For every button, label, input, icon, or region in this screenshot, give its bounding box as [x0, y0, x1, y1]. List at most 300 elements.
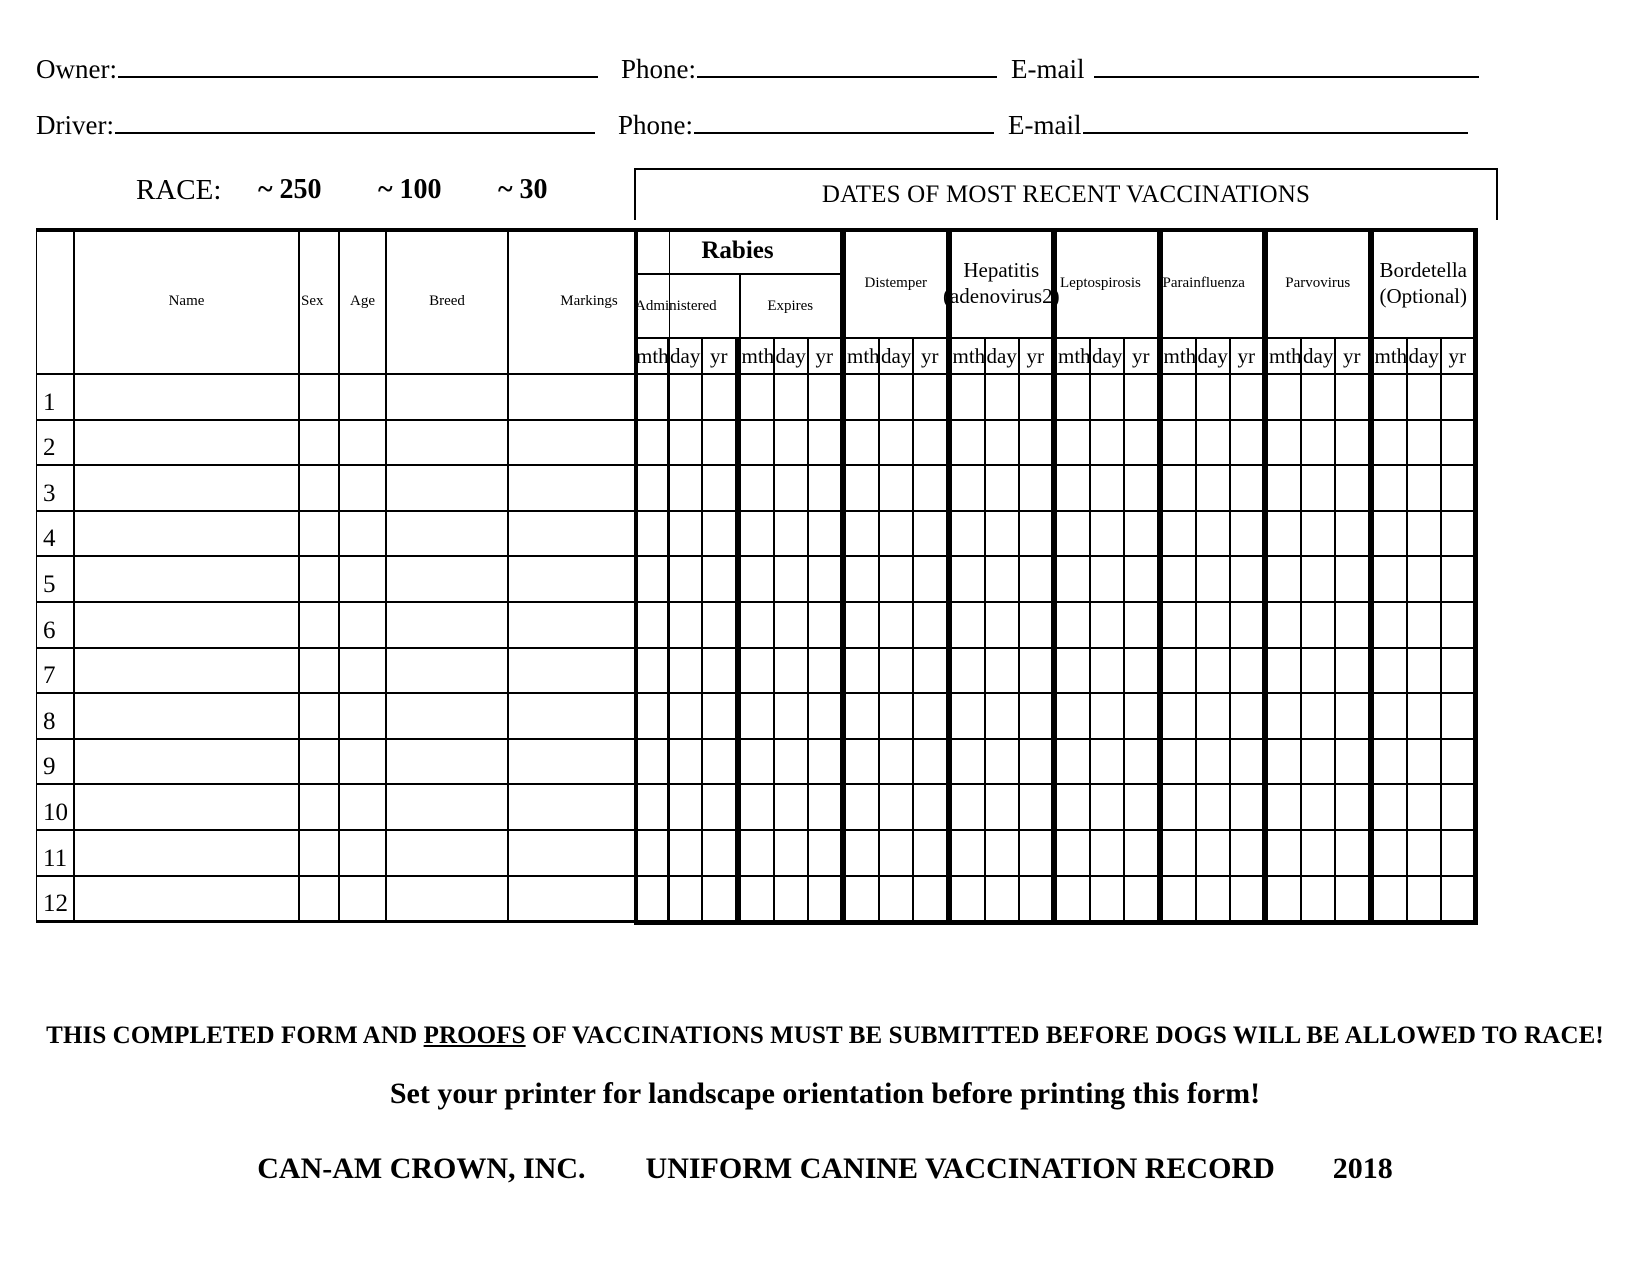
data-cell-date-day[interactable]: [985, 556, 1019, 602]
data-cell-date-day[interactable]: [879, 511, 913, 557]
data-cell-date-mth[interactable]: [1373, 648, 1407, 694]
data-cell-date-mth[interactable]: [740, 784, 774, 830]
data-cell-date-day[interactable]: [1407, 876, 1441, 922]
race-distance-100[interactable]: ~ 100: [378, 174, 442, 205]
data-cell-date-day[interactable]: [1090, 693, 1124, 739]
data-cell-date-day[interactable]: [774, 374, 808, 420]
data-cell-age[interactable]: [339, 374, 386, 420]
data-cell-date-yr[interactable]: [1230, 739, 1268, 785]
data-cell-date-yr[interactable]: [808, 648, 846, 694]
data-cell-date-mth[interactable]: [951, 602, 985, 648]
data-cell-date-mth[interactable]: [1162, 465, 1196, 511]
data-cell-date-mth[interactable]: [1162, 648, 1196, 694]
data-cell-date-day[interactable]: [879, 602, 913, 648]
race-distance-30[interactable]: ~ 30: [498, 174, 548, 205]
data-cell-age[interactable]: [339, 648, 386, 694]
race-distance-250[interactable]: ~ 250: [258, 174, 322, 205]
data-cell-date-yr[interactable]: [1019, 648, 1057, 694]
data-cell-date-yr[interactable]: [808, 830, 846, 876]
data-cell-name[interactable]: [74, 374, 299, 420]
data-cell-date-day[interactable]: [1301, 556, 1335, 602]
data-cell-breed[interactable]: [386, 556, 508, 602]
data-cell-date-yr[interactable]: [702, 420, 740, 466]
data-cell-date-yr[interactable]: [913, 465, 951, 511]
data-cell-date-yr[interactable]: [913, 830, 951, 876]
data-cell-date-yr[interactable]: [1019, 374, 1057, 420]
data-cell-date-day[interactable]: [1407, 784, 1441, 830]
data-cell-date-mth[interactable]: [634, 602, 668, 648]
data-cell-date-mth[interactable]: [1162, 602, 1196, 648]
data-cell-date-mth[interactable]: [1373, 784, 1407, 830]
data-cell-date-yr[interactable]: [702, 602, 740, 648]
data-cell-age[interactable]: [339, 876, 386, 922]
data-cell-date-day[interactable]: [1301, 876, 1335, 922]
data-cell-date-yr[interactable]: [1441, 830, 1479, 876]
data-cell-date-day[interactable]: [668, 876, 702, 922]
data-cell-sex[interactable]: [299, 830, 339, 876]
data-cell-date-yr[interactable]: [1019, 511, 1057, 557]
data-cell-date-yr[interactable]: [1335, 602, 1373, 648]
data-cell-date-day[interactable]: [879, 876, 913, 922]
data-cell-date-day[interactable]: [668, 420, 702, 466]
data-cell-date-mth[interactable]: [951, 420, 985, 466]
data-cell-name[interactable]: [74, 876, 299, 922]
data-cell-date-day[interactable]: [1407, 465, 1441, 511]
data-cell-date-yr[interactable]: [1230, 420, 1268, 466]
data-cell-date-mth[interactable]: [740, 420, 774, 466]
data-cell-date-yr[interactable]: [1230, 511, 1268, 557]
data-cell-date-yr[interactable]: [1335, 830, 1373, 876]
data-cell-date-day[interactable]: [1196, 420, 1230, 466]
data-cell-date-mth[interactable]: [634, 511, 668, 557]
data-cell-date-day[interactable]: [1196, 602, 1230, 648]
data-cell-date-day[interactable]: [774, 784, 808, 830]
data-cell-date-day[interactable]: [774, 648, 808, 694]
data-cell-date-day[interactable]: [879, 374, 913, 420]
data-cell-date-day[interactable]: [1196, 693, 1230, 739]
data-cell-date-yr[interactable]: [808, 511, 846, 557]
data-cell-date-day[interactable]: [985, 465, 1019, 511]
data-cell-date-yr[interactable]: [913, 374, 951, 420]
data-cell-date-yr[interactable]: [1230, 602, 1268, 648]
data-cell-date-day[interactable]: [1196, 830, 1230, 876]
data-cell-date-yr[interactable]: [1335, 876, 1373, 922]
data-cell-date-mth[interactable]: [1373, 420, 1407, 466]
data-cell-date-day[interactable]: [1407, 739, 1441, 785]
data-cell-age[interactable]: [339, 693, 386, 739]
data-cell-date-yr[interactable]: [808, 739, 846, 785]
data-cell-date-day[interactable]: [1301, 420, 1335, 466]
data-cell-date-mth[interactable]: [1056, 693, 1090, 739]
data-cell-breed[interactable]: [386, 876, 508, 922]
data-cell-date-yr[interactable]: [702, 739, 740, 785]
data-cell-date-day[interactable]: [1407, 693, 1441, 739]
data-cell-date-day[interactable]: [1301, 374, 1335, 420]
data-cell-date-mth[interactable]: [1267, 648, 1301, 694]
data-cell-date-mth[interactable]: [845, 511, 879, 557]
data-cell-date-mth[interactable]: [1162, 739, 1196, 785]
data-cell-date-yr[interactable]: [1335, 739, 1373, 785]
data-cell-date-yr[interactable]: [702, 556, 740, 602]
data-cell-date-yr[interactable]: [1124, 739, 1162, 785]
data-cell-date-mth[interactable]: [634, 465, 668, 511]
data-cell-date-mth[interactable]: [845, 784, 879, 830]
data-cell-date-yr[interactable]: [913, 876, 951, 922]
data-cell-age[interactable]: [339, 602, 386, 648]
data-cell-date-day[interactable]: [1196, 876, 1230, 922]
data-cell-date-day[interactable]: [1196, 784, 1230, 830]
data-cell-date-mth[interactable]: [1373, 556, 1407, 602]
data-cell-date-yr[interactable]: [1230, 784, 1268, 830]
data-cell-date-mth[interactable]: [740, 876, 774, 922]
data-cell-date-day[interactable]: [668, 556, 702, 602]
data-cell-date-yr[interactable]: [913, 511, 951, 557]
owner-input[interactable]: [118, 50, 598, 78]
data-cell-date-yr[interactable]: [913, 784, 951, 830]
driver-email-input[interactable]: [1083, 106, 1468, 134]
data-cell-date-mth[interactable]: [845, 556, 879, 602]
data-cell-date-mth[interactable]: [1056, 465, 1090, 511]
data-cell-date-mth[interactable]: [951, 465, 985, 511]
data-cell-date-mth[interactable]: [740, 648, 774, 694]
data-cell-date-yr[interactable]: [1230, 465, 1268, 511]
data-cell-breed[interactable]: [386, 648, 508, 694]
data-cell-date-mth[interactable]: [740, 465, 774, 511]
data-cell-date-day[interactable]: [1090, 602, 1124, 648]
data-cell-date-day[interactable]: [1301, 648, 1335, 694]
data-cell-age[interactable]: [339, 556, 386, 602]
data-cell-date-mth[interactable]: [1373, 739, 1407, 785]
data-cell-date-yr[interactable]: [702, 876, 740, 922]
data-cell-date-mth[interactable]: [951, 830, 985, 876]
data-cell-date-mth[interactable]: [951, 876, 985, 922]
data-cell-date-mth[interactable]: [845, 739, 879, 785]
data-cell-date-day[interactable]: [1301, 511, 1335, 557]
data-cell-date-day[interactable]: [1301, 739, 1335, 785]
data-cell-date-day[interactable]: [1196, 556, 1230, 602]
data-cell-date-mth[interactable]: [1162, 374, 1196, 420]
data-cell-date-yr[interactable]: [1335, 465, 1373, 511]
data-cell-date-day[interactable]: [1090, 420, 1124, 466]
data-cell-date-mth[interactable]: [951, 693, 985, 739]
data-cell-date-day[interactable]: [774, 739, 808, 785]
data-cell-date-yr[interactable]: [913, 739, 951, 785]
data-cell-date-day[interactable]: [1407, 648, 1441, 694]
data-cell-date-yr[interactable]: [1230, 556, 1268, 602]
data-cell-date-day[interactable]: [1090, 556, 1124, 602]
data-cell-date-day[interactable]: [985, 784, 1019, 830]
data-cell-date-mth[interactable]: [845, 602, 879, 648]
data-cell-date-day[interactable]: [879, 465, 913, 511]
data-cell-date-mth[interactable]: [1267, 420, 1301, 466]
data-cell-date-yr[interactable]: [702, 830, 740, 876]
data-cell-date-day[interactable]: [774, 693, 808, 739]
data-cell-date-mth[interactable]: [951, 648, 985, 694]
data-cell-date-day[interactable]: [879, 830, 913, 876]
data-cell-date-mth[interactable]: [1056, 374, 1090, 420]
data-cell-date-mth[interactable]: [951, 784, 985, 830]
data-cell-date-yr[interactable]: [1335, 556, 1373, 602]
owner-email-input[interactable]: [1094, 50, 1479, 78]
data-cell-date-mth[interactable]: [1267, 465, 1301, 511]
data-cell-name[interactable]: [74, 830, 299, 876]
data-cell-date-day[interactable]: [1090, 648, 1124, 694]
data-cell-date-mth[interactable]: [1162, 556, 1196, 602]
data-cell-date-yr[interactable]: [1124, 511, 1162, 557]
data-cell-date-mth[interactable]: [1267, 511, 1301, 557]
data-cell-date-mth[interactable]: [845, 648, 879, 694]
data-cell-date-mth[interactable]: [1373, 602, 1407, 648]
data-cell-date-mth[interactable]: [634, 556, 668, 602]
data-cell-date-mth[interactable]: [1056, 739, 1090, 785]
data-cell-sex[interactable]: [299, 784, 339, 830]
data-cell-date-day[interactable]: [1090, 876, 1124, 922]
data-cell-date-yr[interactable]: [1335, 420, 1373, 466]
data-cell-date-yr[interactable]: [1124, 374, 1162, 420]
data-cell-date-mth[interactable]: [634, 420, 668, 466]
data-cell-date-mth[interactable]: [845, 374, 879, 420]
data-cell-date-yr[interactable]: [1230, 830, 1268, 876]
data-cell-date-mth[interactable]: [634, 693, 668, 739]
data-cell-date-day[interactable]: [668, 693, 702, 739]
data-cell-date-day[interactable]: [1090, 739, 1124, 785]
data-cell-date-yr[interactable]: [1441, 511, 1479, 557]
data-cell-date-yr[interactable]: [913, 556, 951, 602]
data-cell-date-day[interactable]: [879, 420, 913, 466]
data-cell-date-yr[interactable]: [1441, 602, 1479, 648]
data-cell-date-yr[interactable]: [1230, 693, 1268, 739]
data-cell-date-mth[interactable]: [1267, 830, 1301, 876]
data-cell-date-mth[interactable]: [951, 556, 985, 602]
data-cell-date-yr[interactable]: [1441, 556, 1479, 602]
data-cell-date-mth[interactable]: [634, 784, 668, 830]
data-cell-date-mth[interactable]: [1267, 739, 1301, 785]
data-cell-sex[interactable]: [299, 693, 339, 739]
data-cell-date-day[interactable]: [774, 556, 808, 602]
data-cell-date-mth[interactable]: [1056, 876, 1090, 922]
data-cell-date-mth[interactable]: [1267, 374, 1301, 420]
data-cell-date-day[interactable]: [668, 511, 702, 557]
data-cell-date-yr[interactable]: [1230, 374, 1268, 420]
data-cell-sex[interactable]: [299, 511, 339, 557]
data-cell-date-day[interactable]: [985, 648, 1019, 694]
data-cell-date-yr[interactable]: [1441, 784, 1479, 830]
data-cell-date-day[interactable]: [1090, 784, 1124, 830]
data-cell-date-mth[interactable]: [740, 602, 774, 648]
data-cell-date-mth[interactable]: [1267, 602, 1301, 648]
data-cell-breed[interactable]: [386, 830, 508, 876]
data-cell-date-day[interactable]: [985, 420, 1019, 466]
data-cell-date-yr[interactable]: [1124, 876, 1162, 922]
data-cell-sex[interactable]: [299, 556, 339, 602]
data-cell-date-day[interactable]: [1090, 465, 1124, 511]
data-cell-date-yr[interactable]: [1124, 420, 1162, 466]
data-cell-date-yr[interactable]: [1124, 465, 1162, 511]
data-cell-date-yr[interactable]: [1230, 648, 1268, 694]
data-cell-date-mth[interactable]: [1056, 784, 1090, 830]
data-cell-sex[interactable]: [299, 876, 339, 922]
data-cell-date-day[interactable]: [1196, 648, 1230, 694]
data-cell-date-yr[interactable]: [808, 784, 846, 830]
data-cell-breed[interactable]: [386, 739, 508, 785]
data-cell-date-mth[interactable]: [1162, 876, 1196, 922]
data-cell-date-mth[interactable]: [1373, 693, 1407, 739]
data-cell-date-mth[interactable]: [740, 511, 774, 557]
data-cell-date-day[interactable]: [774, 876, 808, 922]
data-cell-date-mth[interactable]: [1267, 693, 1301, 739]
data-cell-date-yr[interactable]: [913, 420, 951, 466]
data-cell-date-day[interactable]: [879, 648, 913, 694]
data-cell-age[interactable]: [339, 784, 386, 830]
data-cell-date-yr[interactable]: [808, 556, 846, 602]
data-cell-date-day[interactable]: [1090, 511, 1124, 557]
data-cell-date-day[interactable]: [668, 830, 702, 876]
data-cell-age[interactable]: [339, 420, 386, 466]
data-cell-name[interactable]: [74, 420, 299, 466]
data-cell-date-day[interactable]: [879, 739, 913, 785]
data-cell-date-mth[interactable]: [951, 511, 985, 557]
data-cell-date-day[interactable]: [1407, 420, 1441, 466]
data-cell-sex[interactable]: [299, 420, 339, 466]
data-cell-date-day[interactable]: [985, 876, 1019, 922]
data-cell-date-mth[interactable]: [634, 830, 668, 876]
data-cell-date-mth[interactable]: [845, 465, 879, 511]
data-cell-date-day[interactable]: [879, 784, 913, 830]
data-cell-date-mth[interactable]: [1373, 465, 1407, 511]
data-cell-date-yr[interactable]: [1441, 465, 1479, 511]
data-cell-date-yr[interactable]: [1124, 648, 1162, 694]
data-cell-sex[interactable]: [299, 739, 339, 785]
data-cell-date-mth[interactable]: [951, 374, 985, 420]
data-cell-name[interactable]: [74, 784, 299, 830]
data-cell-breed[interactable]: [386, 465, 508, 511]
data-cell-date-mth[interactable]: [1056, 511, 1090, 557]
data-cell-date-yr[interactable]: [1441, 374, 1479, 420]
data-cell-date-mth[interactable]: [1267, 556, 1301, 602]
data-cell-date-day[interactable]: [1301, 602, 1335, 648]
data-cell-date-mth[interactable]: [740, 739, 774, 785]
data-cell-date-yr[interactable]: [808, 374, 846, 420]
data-cell-breed[interactable]: [386, 420, 508, 466]
data-cell-date-mth[interactable]: [1267, 876, 1301, 922]
data-cell-name[interactable]: [74, 465, 299, 511]
data-cell-date-day[interactable]: [985, 739, 1019, 785]
data-cell-date-yr[interactable]: [1335, 784, 1373, 830]
data-cell-date-mth[interactable]: [845, 693, 879, 739]
data-cell-date-day[interactable]: [668, 648, 702, 694]
data-cell-age[interactable]: [339, 830, 386, 876]
data-cell-date-yr[interactable]: [1441, 876, 1479, 922]
data-cell-date-day[interactable]: [1090, 374, 1124, 420]
data-cell-date-yr[interactable]: [1019, 739, 1057, 785]
data-cell-date-yr[interactable]: [1019, 420, 1057, 466]
data-cell-date-day[interactable]: [774, 830, 808, 876]
data-cell-date-mth[interactable]: [634, 648, 668, 694]
data-cell-breed[interactable]: [386, 511, 508, 557]
data-cell-date-day[interactable]: [668, 602, 702, 648]
data-cell-date-yr[interactable]: [702, 784, 740, 830]
data-cell-date-yr[interactable]: [702, 511, 740, 557]
data-cell-date-mth[interactable]: [1056, 648, 1090, 694]
data-cell-date-day[interactable]: [1407, 556, 1441, 602]
data-cell-date-yr[interactable]: [1441, 693, 1479, 739]
data-cell-date-yr[interactable]: [1335, 648, 1373, 694]
data-cell-date-yr[interactable]: [1441, 648, 1479, 694]
data-cell-date-yr[interactable]: [808, 602, 846, 648]
data-cell-date-mth[interactable]: [1162, 511, 1196, 557]
data-cell-date-yr[interactable]: [1019, 830, 1057, 876]
data-cell-breed[interactable]: [386, 693, 508, 739]
data-cell-date-day[interactable]: [985, 374, 1019, 420]
data-cell-date-yr[interactable]: [1441, 420, 1479, 466]
data-cell-date-yr[interactable]: [1019, 465, 1057, 511]
data-cell-date-day[interactable]: [1196, 511, 1230, 557]
data-cell-name[interactable]: [74, 556, 299, 602]
data-cell-date-mth[interactable]: [1056, 602, 1090, 648]
data-cell-date-mth[interactable]: [845, 830, 879, 876]
data-cell-date-mth[interactable]: [634, 876, 668, 922]
data-cell-name[interactable]: [74, 648, 299, 694]
data-cell-date-day[interactable]: [1301, 784, 1335, 830]
data-cell-date-yr[interactable]: [702, 465, 740, 511]
data-cell-date-yr[interactable]: [1019, 876, 1057, 922]
data-cell-date-day[interactable]: [1196, 465, 1230, 511]
data-cell-date-yr[interactable]: [808, 693, 846, 739]
data-cell-date-mth[interactable]: [740, 693, 774, 739]
data-cell-date-yr[interactable]: [1019, 784, 1057, 830]
data-cell-date-day[interactable]: [985, 511, 1019, 557]
data-cell-date-yr[interactable]: [1335, 693, 1373, 739]
data-cell-date-mth[interactable]: [1373, 374, 1407, 420]
data-cell-date-yr[interactable]: [913, 648, 951, 694]
data-cell-date-day[interactable]: [1301, 693, 1335, 739]
data-cell-date-yr[interactable]: [1441, 739, 1479, 785]
data-cell-date-yr[interactable]: [913, 693, 951, 739]
data-cell-date-mth[interactable]: [845, 420, 879, 466]
data-cell-date-yr[interactable]: [1335, 511, 1373, 557]
data-cell-date-mth[interactable]: [951, 739, 985, 785]
data-cell-date-mth[interactable]: [634, 739, 668, 785]
data-cell-sex[interactable]: [299, 648, 339, 694]
data-cell-date-yr[interactable]: [1335, 374, 1373, 420]
data-cell-date-day[interactable]: [879, 556, 913, 602]
data-cell-date-day[interactable]: [985, 830, 1019, 876]
data-cell-date-day[interactable]: [668, 739, 702, 785]
data-cell-date-yr[interactable]: [1124, 830, 1162, 876]
driver-input[interactable]: [115, 106, 595, 134]
data-cell-date-mth[interactable]: [1162, 693, 1196, 739]
data-cell-breed[interactable]: [386, 784, 508, 830]
data-cell-breed[interactable]: [386, 374, 508, 420]
owner-phone-input[interactable]: [697, 50, 997, 78]
data-cell-date-day[interactable]: [1407, 511, 1441, 557]
data-cell-age[interactable]: [339, 511, 386, 557]
data-cell-date-yr[interactable]: [808, 420, 846, 466]
data-cell-name[interactable]: [74, 739, 299, 785]
data-cell-date-yr[interactable]: [1124, 556, 1162, 602]
data-cell-date-mth[interactable]: [1162, 420, 1196, 466]
driver-phone-input[interactable]: [694, 106, 994, 134]
data-cell-date-yr[interactable]: [1124, 693, 1162, 739]
data-cell-date-yr[interactable]: [808, 876, 846, 922]
data-cell-date-day[interactable]: [985, 693, 1019, 739]
data-cell-date-day[interactable]: [1301, 465, 1335, 511]
data-cell-date-yr[interactable]: [1124, 784, 1162, 830]
data-cell-date-day[interactable]: [1407, 602, 1441, 648]
data-cell-date-day[interactable]: [668, 784, 702, 830]
data-cell-date-mth[interactable]: [1373, 511, 1407, 557]
data-cell-date-yr[interactable]: [702, 374, 740, 420]
